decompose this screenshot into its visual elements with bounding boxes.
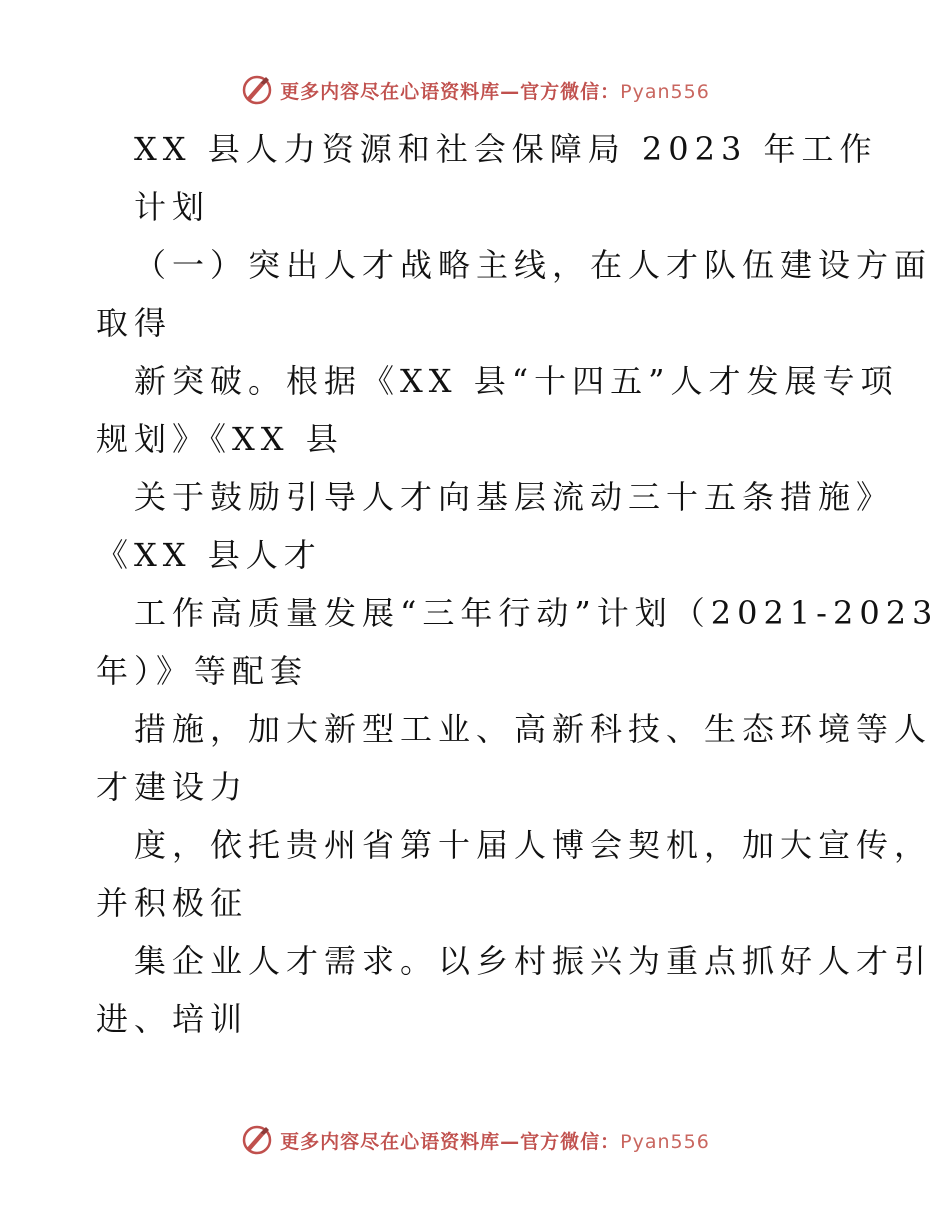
- header-banner-text: 更多内容尽在心语资料库—官方微信：Pyan556: [280, 80, 710, 103]
- doc-title-line-1: XX 县人力资源和社会保障局 2023 年工作: [134, 130, 878, 168]
- header-banner: [0, 70, 950, 110]
- document-body: [96, 120, 939, 1048]
- paragraph-line: 年）》等配套: [96, 652, 309, 690]
- footer-wechat-id: Pyan556: [620, 1130, 710, 1153]
- paragraph-line: 规划》《XX 县: [96, 420, 344, 458]
- paragraph-line: 取得: [96, 304, 173, 342]
- pen-circle-logo-icon: [240, 1123, 274, 1157]
- paragraph-line: （一）突出人才战略主线，在人才队伍建设方面: [134, 246, 933, 284]
- paragraph-line: 《XX 县人才: [96, 536, 322, 574]
- paragraph-line: 集企业人才需求。以乡村振兴为重点抓好人才引: [134, 942, 933, 980]
- header-wechat-id: Pyan556: [620, 80, 710, 103]
- paragraph-line: 新突破。根据《XX 县“十四五”人才发展专项: [134, 362, 899, 400]
- paragraph-line: 工作高质量发展“三年行动”计划（2021-2023: [134, 594, 939, 632]
- paragraph-line: 度，依托贵州省第十届人博会契机，加大宣传，: [134, 826, 933, 864]
- pen-circle-logo-icon: [240, 73, 274, 107]
- paragraph-line: 才建设力: [96, 768, 249, 806]
- paragraph-line: 措施，加大新型工业、高新科技、生态环境等人: [134, 710, 933, 748]
- paragraph-line: 并积极征: [96, 884, 249, 922]
- footer-banner-text: 更多内容尽在心语资料库—官方微信：Pyan556: [280, 1130, 710, 1153]
- paragraph-line: 关于鼓励引导人才向基层流动三十五条措施》: [134, 478, 895, 516]
- footer-banner: [0, 1120, 950, 1160]
- paragraph-line: 进、培训: [96, 1000, 249, 1038]
- doc-title-line-2: 计划: [134, 188, 211, 226]
